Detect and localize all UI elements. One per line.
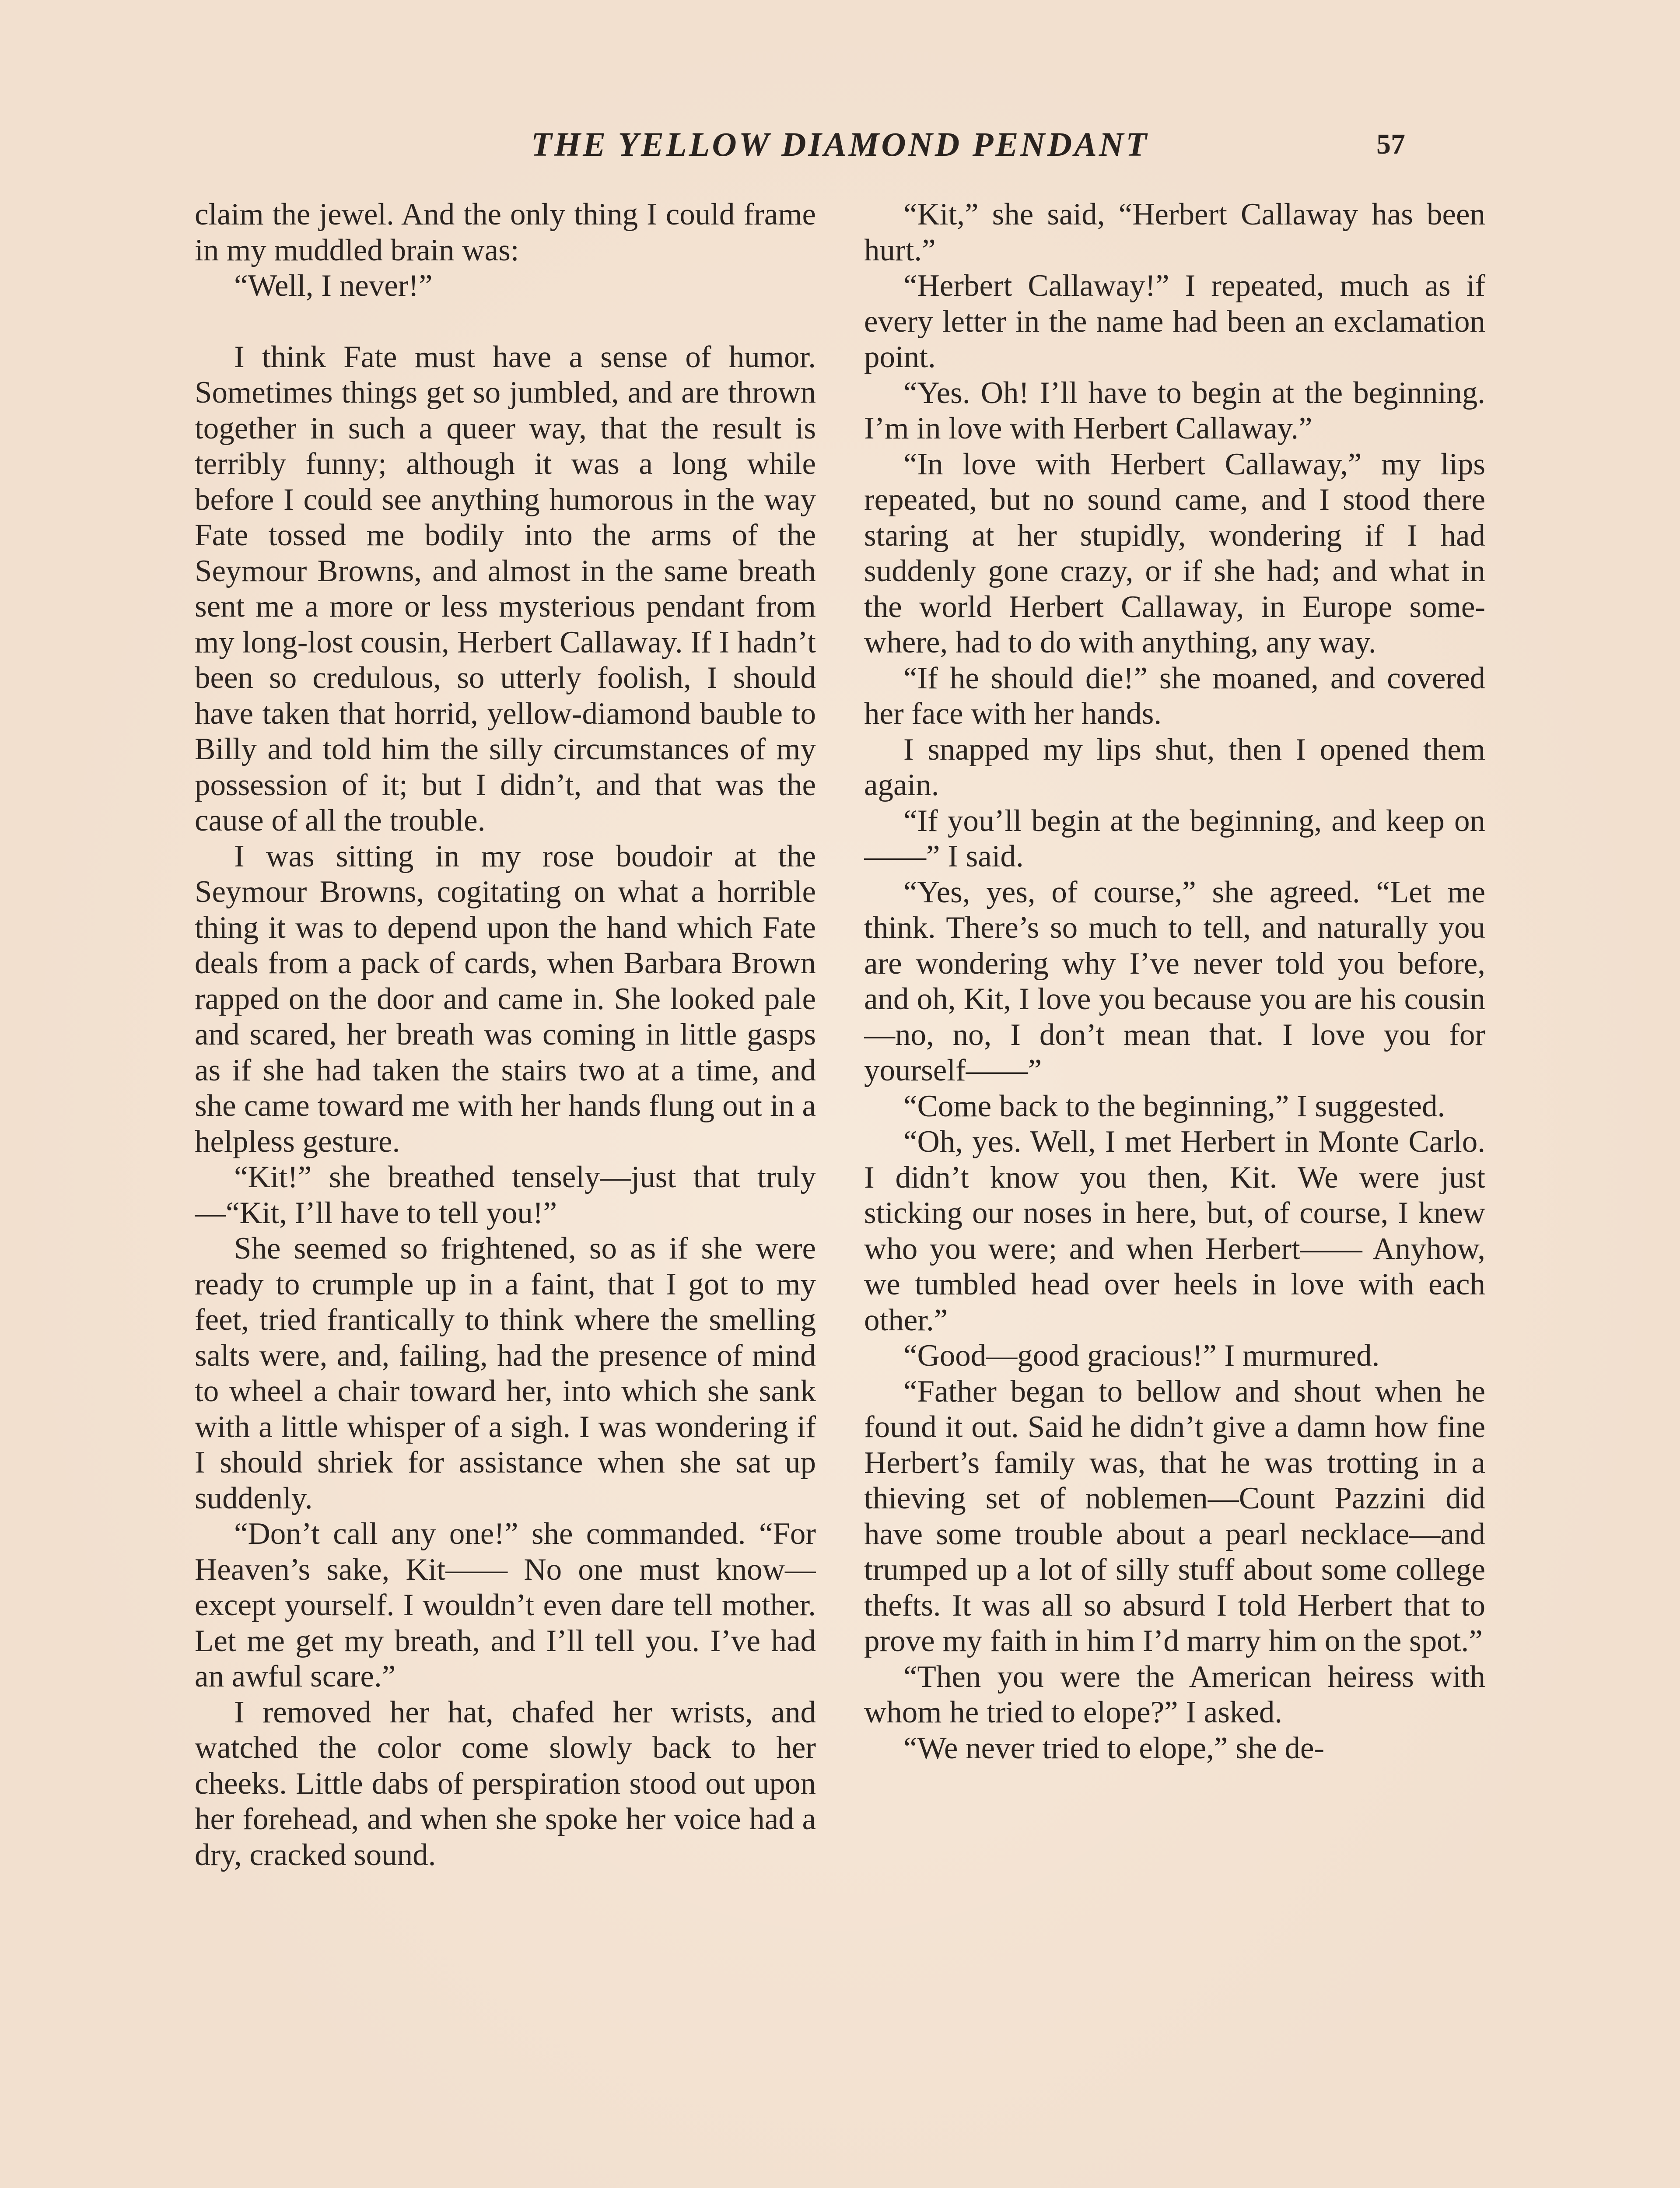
paragraph: “If you’ll begin at the beginning, and keep on——” I said. xyxy=(864,803,1485,873)
running-title: THE YELLOW DIAMOND PENDANT xyxy=(531,125,1149,163)
paragraph: “Yes. Oh! I’ll have to begin at the beginning. I’m in love with Herbert Callaway.” xyxy=(864,375,1485,445)
paragraph: “Father began to bellow and shout when he found it out. Said he didn’t give a damn how fine Herbert’s family was, that he was trotting in a thieving set of noblemen—Count Pazzini did have some trouble about a pearl necklace—and trumped up a lot of silly stuff about some college thefts. It was all so absurd I told Herbert that to prove my faith in him I’d marry him on the spot.” xyxy=(864,1374,1485,1658)
paragraph: I removed her hat, chafed her wrists, and watched the color come slowly back to her cheeks. Little dabs of perspiration stood out upon her forehead, and when she spoke her voice had a dry, cracked sound. xyxy=(195,1695,816,1872)
paragraph: “Don’t call any one!” she commanded. “For Heaven’s sake, Kit—— No one must know—except yourself. I wouldn’t even dare tell mother. Let me get my breath, and I’ll tell you. I’ve had an awful scare.” xyxy=(195,1517,816,1694)
paragraph: “Herbert Callaway!” I repeated, much as if every letter in the name had been an exclamation point. xyxy=(864,269,1485,374)
paragraph: “Oh, yes. Well, I met Herbert in Monte Carlo. I didn’t know you then, Kit. We were just sticking our noses in here, but, of course, I knew who you were; and when Herbert—— Anyhow, we tumbled head over heels in love with each other.” xyxy=(864,1125,1485,1337)
running-head xyxy=(0,120,1680,168)
paragraph: “Kit,” she said, “Herbert Callaway has been hurt.” xyxy=(864,197,1485,267)
paragraph: I was sitting in my rose boudoir at the Seymour Browns, cogitating on what a horrible thing it was to depend upon the hand which Fate deals from a pack of cards, when Barbara Brown rapped on the door and came in. She looked pale and scared, her breath was coming in little gasps as if she had taken the stairs two at a time, and she came toward me with her hands flung out in a helpless gesture. xyxy=(195,839,816,1159)
paragraph: “If he should die!” she moaned, and covered her face with her hands. xyxy=(864,661,1485,731)
paragraph: I snapped my lips shut, then I opened them again. xyxy=(864,732,1485,802)
paragraph: “Kit!” she breathed tensely—just that truly—“Kit, I’ll have to tell you!” xyxy=(195,1160,816,1230)
paragraph: “Good—good gracious!” I murmured. xyxy=(903,1339,1380,1373)
paragraph: “In love with Herbert Callaway,” my lips repeated, but no sound came, and I stood there staring at her stupidly, wondering if I had suddenly gone crazy, or if she had; and what in the world Herbert Callaway, in Europe somewhere, had to do with anything, any way. xyxy=(864,447,1485,659)
paragraph: “Yes, yes, of course,” she agreed. “Let me think. There’s so much to tell, and naturally you are wondering why I’ve never told you before, and oh, Kit, I love you because you are his cousin —no, no, I don’t mean that. I love you for yourself——” xyxy=(864,875,1485,1087)
paragraph: I think Fate must have a sense of humor. Sometimes things get so jumbled, and are thrown together in such a queer way, that the result is terribly funny; although it was a long while before I could see anything humorous in the way Fate tossed me bodily into the arms of the Seymour Browns, and almost in the same breath sent me a more or less mysterious pendant from my long-lost cousin, Herbert Callaway. If I hadn’t been so credulous, so utterly foolish, I should have taken that horrid, yellow-diamond bauble to Billy and told him the silly circumstances of my possession of it; but I didn’t, and that was the cause of all the trouble. xyxy=(195,340,816,838)
paragraph: She seemed so frightened, so as if she were ready to crumple up in a faint, that I got to my feet, tried frantically to think where the smelling salts were, and, failing, had the presence of mind to wheel a chair toward her, into which she sank with a little whisper of a sigh. I was wondering if I should shriek for assistance when she sat up suddenly. xyxy=(195,1231,816,1515)
paragraph: “Well, I never!” xyxy=(234,269,433,303)
page-number: 57 xyxy=(1376,128,1406,160)
paragraph: “We never tried to elope,” she de- xyxy=(903,1731,1325,1765)
right-column xyxy=(864,197,1485,2188)
paragraph: “Come back to the beginning,” I suggested. xyxy=(903,1089,1446,1123)
paragraph: claim the jewel. And the only thing I could frame in my muddled brain was: xyxy=(195,197,816,267)
left-column xyxy=(195,197,816,2188)
section-break xyxy=(195,304,816,340)
paragraph: “Then you were the American heiress with whom he tried to elope?” I asked. xyxy=(864,1659,1485,1729)
